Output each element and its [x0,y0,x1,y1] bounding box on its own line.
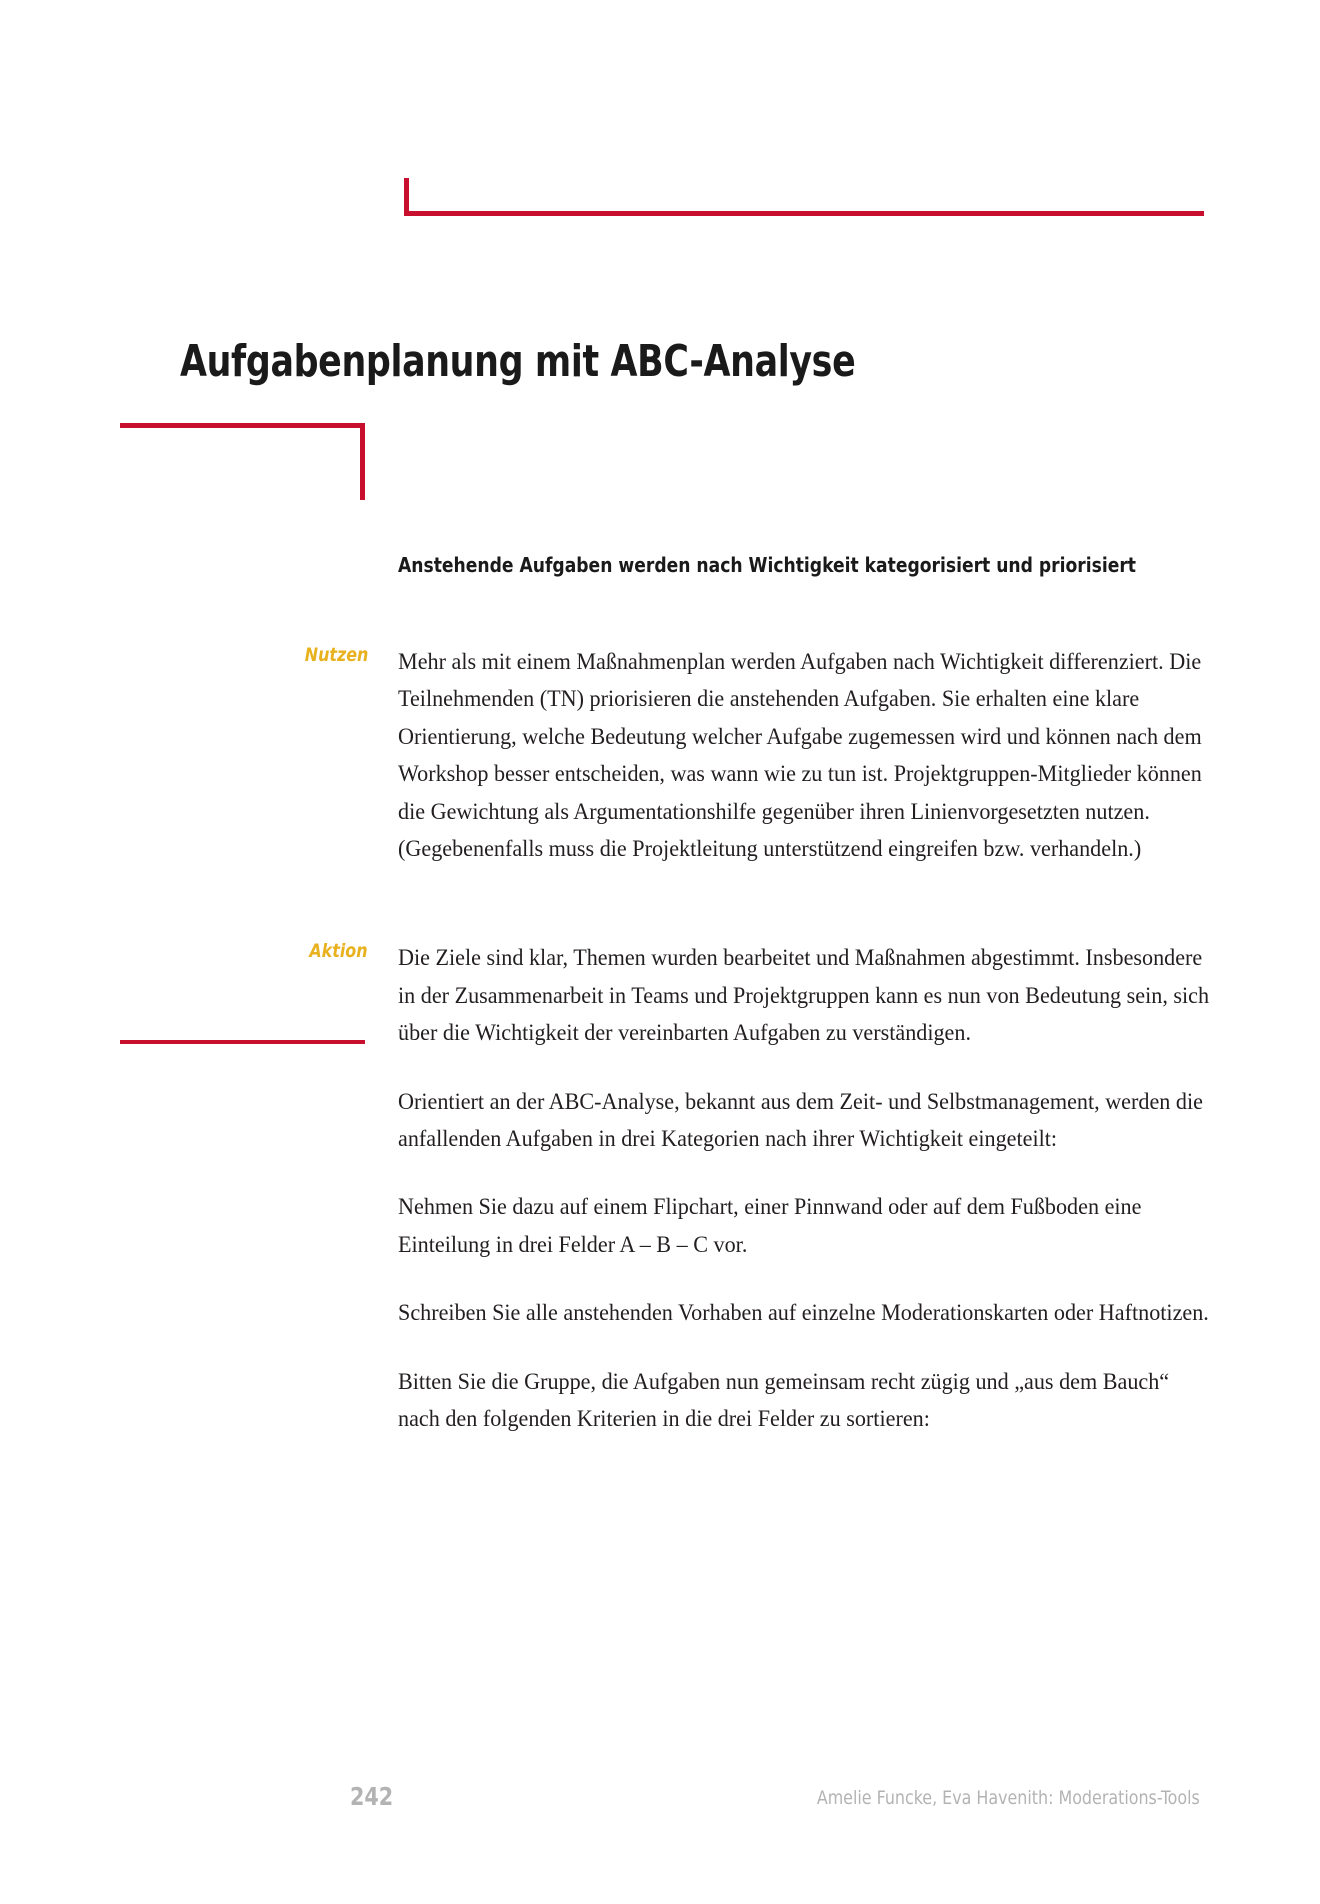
paragraph: Bitten Sie die Gruppe, die Aufgaben nun gemeinsam recht zügig und „aus dem Bauch“ nach den folgenden Kriterien in die drei Felder zu sortieren: [398,1368,1170,1433]
section-nutzen [304,644,1212,868]
content-column [304,548,1212,1462]
paragraph: Orientiert an der ABC-Analyse, bekannt aus dem Zeit- und Selbstmanagement, werden die anfallenden Aufgaben in drei Kategorien nach ihrer Wichtigkeit eingeteilt: [398,1088,1203,1153]
section-aktion [309,940,1212,1438]
section-label-aktion: Aktion [309,940,368,963]
paragraph: Mehr als mit einem Maßnahmenplan werden Aufgaben nach Wichtigkeit differenziert. Die Teilnehmenden (TN) priorisieren die anstehenden Aufgaben. Sie erhalten eine klare Orientierung, welche Bedeutung welcher Aufgabe zugemessen wird und können nach dem Workshop besser entscheiden, was wann wie zu tun ist. Projektgruppen-Mitglieder können die Gewichtung als Argumentationshilfe gegenüber ihren Linienvorgesetzten nutzen. (Gegebenenfalls muss die Projektleitung unterstützend eingreifen bzw. verhandeln.) [398,649,1202,863]
page-footer [0,1782,1320,1822]
page-number: 242 [350,1782,394,1811]
page-title: Aufgabenplanung mit ABC-Analyse [180,336,856,388]
paragraph: Schreiben Sie alle anstehenden Vorhaben auf einzelne Moderationskarten oder Haftnotizen. [398,1300,1209,1327]
section-label-nutzen: Nutzen [304,644,368,666]
paragraph: Die Ziele sind klar, Themen wurden bearbeitet und Maßnahmen abgestimmt. Insbesondere in der Zusammenarbeit in Teams und Projektgruppen kann es nun von Bedeutung sein, sich über die Wichtigkeit der vereinbarten Aufgaben zu verständigen. [398,945,1210,1047]
footer-attribution: Amelie Funcke, Eva Havenith: Moderations-Tools [817,1787,1200,1809]
mid-corner-rule-vertical [360,423,365,500]
paragraph: Nehmen Sie dazu auf einem Flipchart, einer Pinnwand oder auf dem Fußboden eine Einteilung in drei Felder A – B – C vor. [398,1194,1142,1258]
mid-corner-rule-horizontal [120,423,365,428]
page-subtitle: Anstehende Aufgaben werden nach Wichtigkeit kategorisiert und priorisiert [398,553,1137,577]
section-divider-rule [120,1040,365,1044]
top-corner-rule-horizontal [404,211,1204,216]
